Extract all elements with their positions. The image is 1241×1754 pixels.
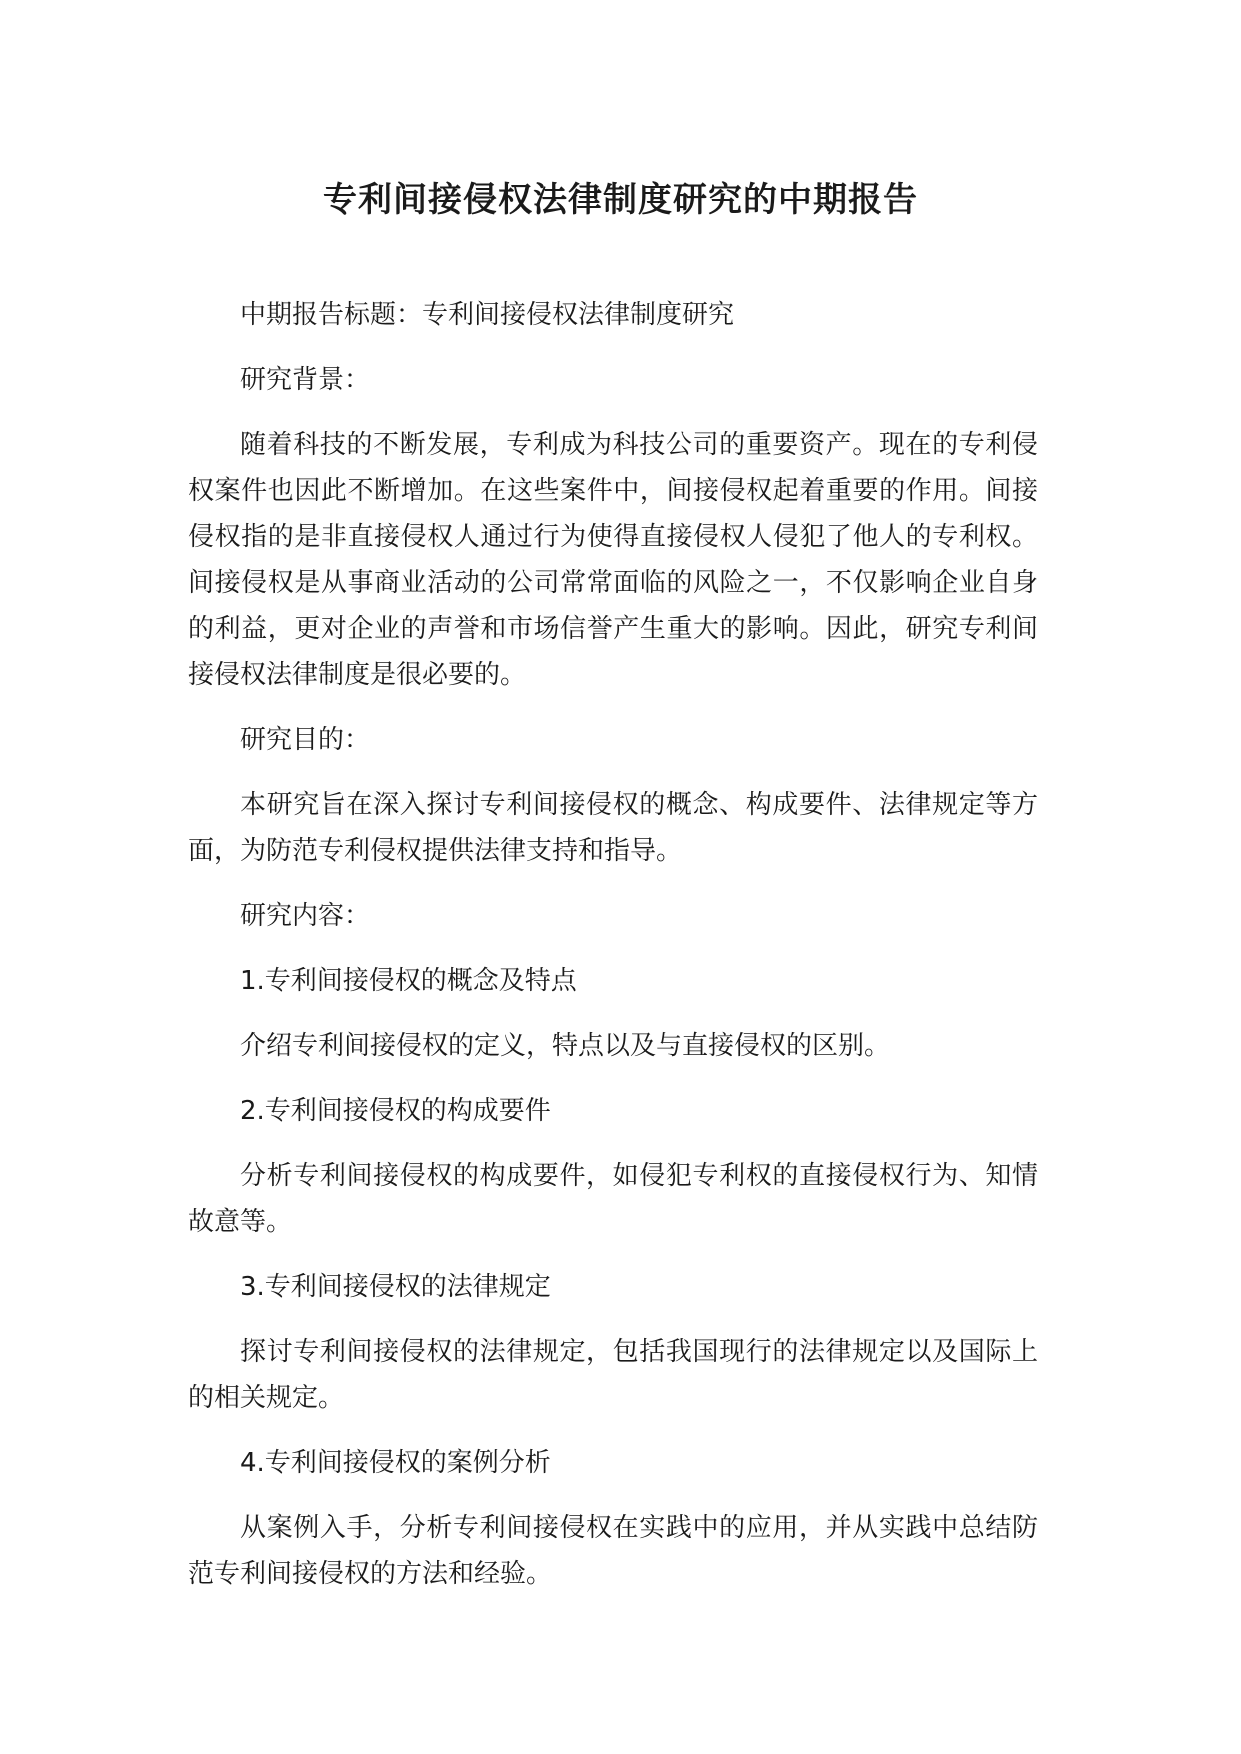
heading-content: 研究内容： (240, 901, 371, 931)
content-item-4-text: 从案例入手，分析专利间接侵权在实践中的应用，并从实践中总结防范专利间接侵权的方法和经验。 (188, 1513, 1038, 1589)
report-title-line: 中期报告标题：专利间接侵权法律制度研究 (240, 300, 735, 330)
content-item-1-heading: 1.专利间接侵权的概念及特点 (240, 966, 577, 996)
document-title: 专利间接侵权法律制度研究的中期报告 (323, 180, 918, 220)
content-item-3-text: 探讨专利间接侵权的法律规定，包括我国现行的法律规定以及国际上的相关规定。 (188, 1337, 1038, 1413)
purpose-paragraph: 本研究旨在深入探讨专利间接侵权的概念、构成要件、法律规定等方面，为防范专利侵权提供法律支持和指导。 (188, 790, 1038, 866)
document-body (188, 292, 1038, 1616)
background-paragraph: 随着科技的不断发展，专利成为科技公司的重要资产。现在的专利侵权案件也因此不断增加。在这些案件中，间接侵权起着重要的作用。间接侵权指的是非直接侵权人通过行为使得直接侵权人侵犯了他人的专利权。间接侵权是从事商业活动的公司常常面临的风险之一，不仅影响企业自身的利益，更对企业的声誉和市场信誉产生重大的影响。因此，研究专利间接侵权法律制度是很必要的。 (188, 430, 1038, 690)
heading-purpose: 研究目的： (240, 725, 371, 755)
content-item-2-text: 分析专利间接侵权的构成要件，如侵犯专利权的直接侵权行为、知情故意等。 (188, 1161, 1038, 1237)
content-item-4-heading: 4.专利间接侵权的案例分析 (240, 1448, 551, 1478)
content-item-3-heading: 3.专利间接侵权的法律规定 (240, 1272, 551, 1302)
content-item-1-text: 介绍专利间接侵权的定义，特点以及与直接侵权的区别。 (240, 1031, 891, 1061)
heading-background: 研究背景： (240, 365, 371, 395)
content-item-2-heading: 2.专利间接侵权的构成要件 (240, 1096, 551, 1126)
